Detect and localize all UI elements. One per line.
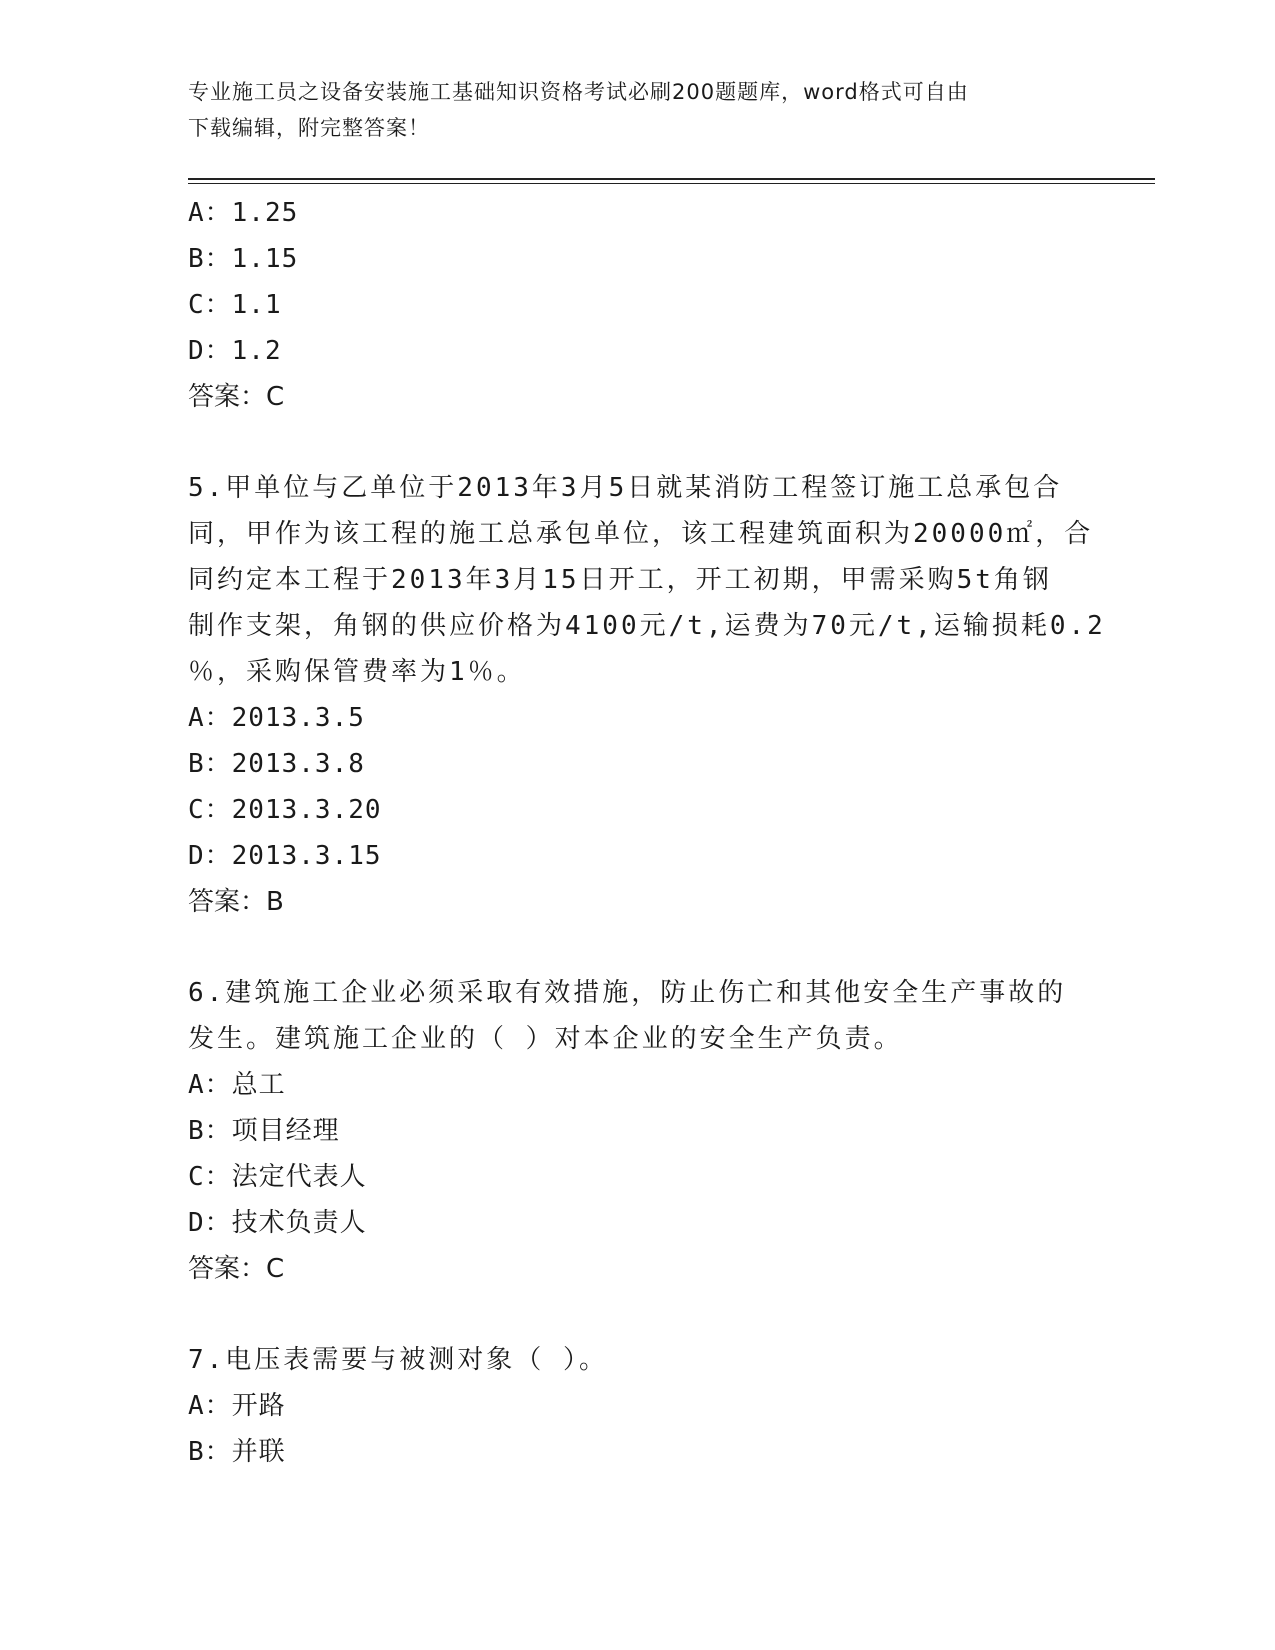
header-rule-thin [188, 183, 1155, 184]
option-a: A：开路 [188, 1391, 286, 1421]
question-4 [188, 190, 1088, 420]
question-text-line: 制作支架，角钢的供应价格为4100元/t,运费为70元/t,运输损耗0.2 [188, 611, 1106, 641]
spacer [188, 925, 1088, 970]
header-line-1: 专业施工员之设备安装施工基础知识资格考试必刷200题题库，word格式可自由 [188, 80, 969, 104]
answer-label: 答案：B [188, 887, 284, 917]
option-b: B：2013.3.8 [188, 749, 365, 779]
option-a: A：2013.3.5 [188, 703, 365, 733]
question-text-line: 发生。建筑施工企业的（ ）对本企业的安全生产负责。 [188, 1024, 903, 1054]
question-list [188, 190, 1106, 1475]
question-5 [188, 465, 1106, 925]
question-text-line: 同约定本工程于2013年3月15日开工，开工初期，甲需采购5t角钢 [188, 565, 1052, 595]
answer-label: 答案：C [188, 1254, 285, 1284]
question-text-line: 6.建筑施工企业必须采取有效措施，防止伤亡和其他安全生产事故的 [188, 978, 1067, 1008]
header-line-2: 下载编辑，附完整答案！ [188, 116, 430, 140]
option-d: D：技术负责人 [188, 1208, 367, 1238]
option-b: B：1.15 [188, 244, 299, 274]
option-b: B：项目经理 [188, 1116, 340, 1146]
spacer [188, 1292, 1088, 1337]
question-7 [188, 1337, 1088, 1475]
option-c: C：2013.3.20 [188, 795, 382, 825]
document-header [188, 74, 1068, 146]
option-c: C：法定代表人 [188, 1162, 367, 1192]
question-text-line: ％，采购保管费率为1％。 [188, 657, 526, 687]
question-6 [188, 970, 1088, 1292]
question-text-line: 5.甲单位与乙单位于2013年3月5日就某消防工程签订施工总承包合 [188, 473, 1063, 503]
question-text-line: 同，甲作为该工程的施工总承包单位，该工程建筑面积为20000㎡，合 [188, 519, 1094, 549]
option-a: A：1.25 [188, 198, 299, 228]
spacer [188, 420, 1088, 465]
option-d: D：1.2 [188, 336, 282, 366]
option-d: D：2013.3.15 [188, 841, 382, 871]
header-rule-thick [188, 178, 1155, 180]
option-a: A：总工 [188, 1070, 286, 1100]
option-c: C：1.1 [188, 290, 282, 320]
answer-label: 答案：C [188, 382, 285, 412]
option-b: B：并联 [188, 1437, 286, 1467]
question-text-line: 7.电压表需要与被测对象（ ）。 [188, 1345, 608, 1375]
